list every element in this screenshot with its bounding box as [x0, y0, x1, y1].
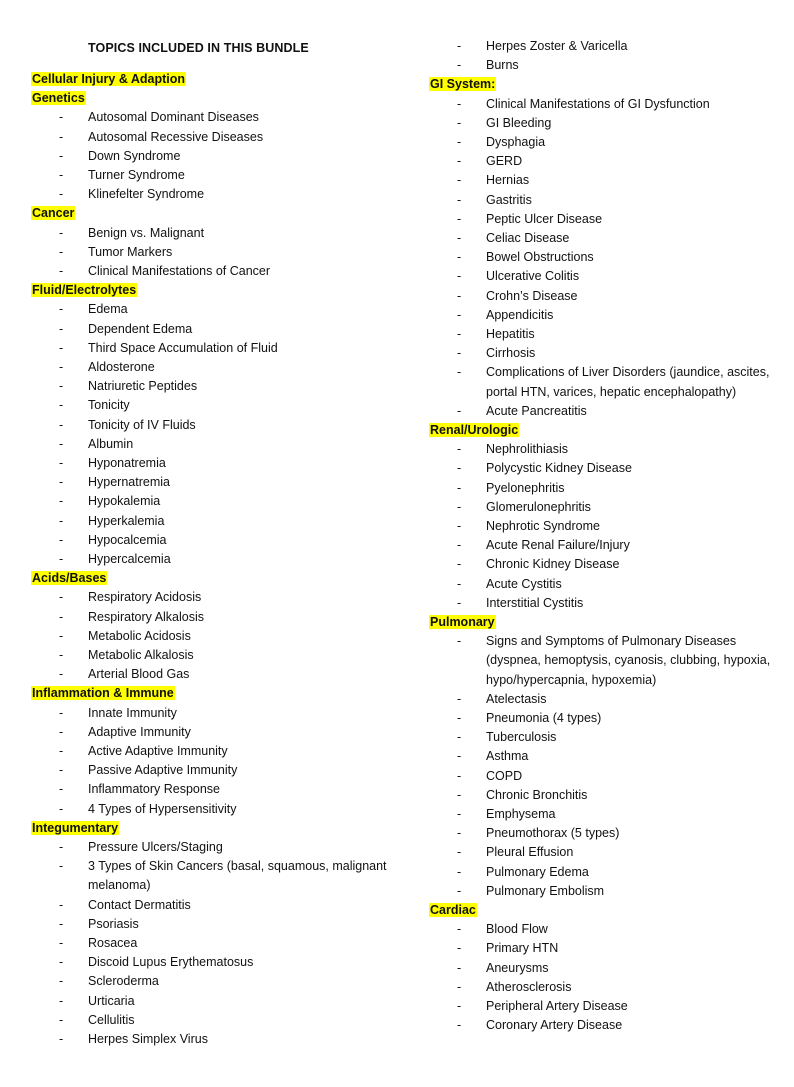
list-item: - Nephrotic Syndrome: [429, 517, 784, 536]
list-item: - Tuberculosis: [429, 728, 784, 747]
list-item: - Dependent Edema: [31, 320, 411, 339]
list-item: - Peripheral Artery Disease: [429, 997, 784, 1016]
list-item: - Arterial Blood Gas: [31, 665, 411, 684]
section-heading-renal-urologic: Renal/Urologic: [430, 423, 519, 438]
list-item: - Nephrolithiasis: [429, 440, 784, 459]
list-item: - Atherosclerosis: [429, 978, 784, 997]
list-item: - Scleroderma: [31, 972, 411, 991]
list-item: - 3 Types of Skin Cancers (basal, squamous, malignant melanoma): [31, 857, 411, 895]
list-item: - Respiratory Acidosis: [31, 588, 411, 607]
list-item: - Tonicity: [31, 396, 411, 415]
list-item: - Tumor Markers: [31, 243, 411, 262]
list-item: - Pleural Effusion: [429, 843, 784, 862]
list-item: - Metabolic Acidosis: [31, 627, 411, 646]
list-item: - Clinical Manifestations of GI Dysfunction: [429, 95, 784, 114]
list-item: - 4 Types of Hypersensitivity: [31, 800, 411, 819]
list-item: - Interstitial Cystitis: [429, 594, 784, 613]
list-item: - Autosomal Recessive Diseases: [31, 128, 411, 147]
list-item: - Complications of Liver Disorders (jaundice, ascites, portal HTN, varices, hepatic encephalopathy): [429, 363, 784, 401]
section-heading-gi-system: GI System:: [430, 77, 496, 92]
right-column: [429, 37, 784, 1036]
list-item: - Burns: [429, 56, 784, 75]
list-item: - COPD: [429, 767, 784, 786]
list-item: - Psoriasis: [31, 915, 411, 934]
left-column: [31, 70, 411, 1049]
list-item: - Ulcerative Colitis: [429, 267, 784, 286]
list-item: - Herpes Zoster & Varicella: [429, 37, 784, 56]
list-item: - Tonicity of IV Fluids: [31, 416, 411, 435]
list-item: - Metabolic Alkalosis: [31, 646, 411, 665]
list-item: - Hypernatremia: [31, 473, 411, 492]
section-heading-fluid-electrolytes: Fluid/Electrolytes: [32, 283, 137, 298]
list-item: - Cellulitis: [31, 1011, 411, 1030]
list-item: - Hyponatremia: [31, 454, 411, 473]
list-item: - Down Syndrome: [31, 147, 411, 166]
list-item: - Pressure Ulcers/Staging: [31, 838, 411, 857]
section-heading-genetics: Genetics: [32, 91, 85, 106]
list-item: - Glomerulonephritis: [429, 498, 784, 517]
list-item: - Innate Immunity: [31, 704, 411, 723]
list-item: - Acute Cystitis: [429, 575, 784, 594]
list-item: - Klinefelter Syndrome: [31, 185, 411, 204]
list-item: - Atelectasis: [429, 690, 784, 709]
list-item: - Hypercalcemia: [31, 550, 411, 569]
list-item: - GERD: [429, 152, 784, 171]
list-item: - Dysphagia: [429, 133, 784, 152]
list-item: - Peptic Ulcer Disease: [429, 210, 784, 229]
list-item: - Contact Dermatitis: [31, 896, 411, 915]
list-item: - Acute Renal Failure/Injury: [429, 536, 784, 555]
list-item: - Active Adaptive Immunity: [31, 742, 411, 761]
list-item: - Autosomal Dominant Diseases: [31, 108, 411, 127]
list-item: - Pneumonia (4 types): [429, 709, 784, 728]
list-item: - Hypocalcemia: [31, 531, 411, 550]
list-item: - Albumin: [31, 435, 411, 454]
list-item: - Coronary Artery Disease: [429, 1016, 784, 1035]
page-title: TOPICS INCLUDED IN THIS BUNDLE: [88, 41, 309, 55]
list-item: - Signs and Symptoms of Pulmonary Diseases (dyspnea, hemoptysis, cyanosis, clubbing, hypoxia, hypo/hypercapnia, hypoxemia): [429, 632, 784, 690]
list-item: - Gastritis: [429, 191, 784, 210]
list-item: - Hyperkalemia: [31, 512, 411, 531]
list-item: - Rosacea: [31, 934, 411, 953]
list-item: - Blood Flow: [429, 920, 784, 939]
list-item: - Celiac Disease: [429, 229, 784, 248]
section-heading-pulmonary: Pulmonary: [430, 615, 495, 630]
list-item: - Passive Adaptive Immunity: [31, 761, 411, 780]
section-heading-cellular-injury-adaption: Cellular Injury & Adaption: [32, 72, 186, 86]
list-item: - Hepatitis: [429, 325, 784, 344]
list-item: - Hernias: [429, 171, 784, 190]
list-item: - Third Space Accumulation of Fluid: [31, 339, 411, 358]
list-item: - Chronic Bronchitis: [429, 786, 784, 805]
list-item: - Herpes Simplex Virus: [31, 1030, 411, 1049]
section-heading-inflammation-immune: Inflammation & Immune: [32, 686, 174, 701]
list-item: - Bowel Obstructions: [429, 248, 784, 267]
list-item: - Asthma: [429, 747, 784, 766]
list-item: - Crohn’s Disease: [429, 287, 784, 306]
list-item: - Benign vs. Malignant: [31, 224, 411, 243]
section-heading-cardiac: Cardiac: [430, 903, 476, 918]
list-item: - Adaptive Immunity: [31, 723, 411, 742]
list-item: - Acute Pancreatitis: [429, 402, 784, 421]
list-item: - Primary HTN: [429, 939, 784, 958]
list-item: - Polycystic Kidney Disease: [429, 459, 784, 478]
list-item: - Aneurysms: [429, 959, 784, 978]
list-item: - Turner Syndrome: [31, 166, 411, 185]
list-item: - Respiratory Alkalosis: [31, 608, 411, 627]
section-heading-acids-bases: Acids/Bases: [32, 571, 107, 586]
list-item: - Pyelonephritis: [429, 479, 784, 498]
list-item: - GI Bleeding: [429, 114, 784, 133]
section-heading-cancer: Cancer: [32, 206, 75, 221]
list-item: - Natriuretic Peptides: [31, 377, 411, 396]
list-item: - Cirrhosis: [429, 344, 784, 363]
list-item: - Aldosterone: [31, 358, 411, 377]
list-item: - Emphysema: [429, 805, 784, 824]
list-item: - Urticaria: [31, 992, 411, 1011]
list-item: - Hypokalemia: [31, 492, 411, 511]
list-item: - Edema: [31, 300, 411, 319]
list-item: - Inflammatory Response: [31, 780, 411, 799]
list-item: - Pneumothorax (5 types): [429, 824, 784, 843]
list-item: - Pulmonary Edema: [429, 863, 784, 882]
list-item: - Appendicitis: [429, 306, 784, 325]
section-heading-integumentary: Integumentary: [32, 820, 119, 835]
list-item: - Clinical Manifestations of Cancer: [31, 262, 411, 281]
list-item: - Chronic Kidney Disease: [429, 555, 784, 574]
list-item: - Pulmonary Embolism: [429, 882, 784, 901]
list-item: - Discoid Lupus Erythematosus: [31, 953, 411, 972]
